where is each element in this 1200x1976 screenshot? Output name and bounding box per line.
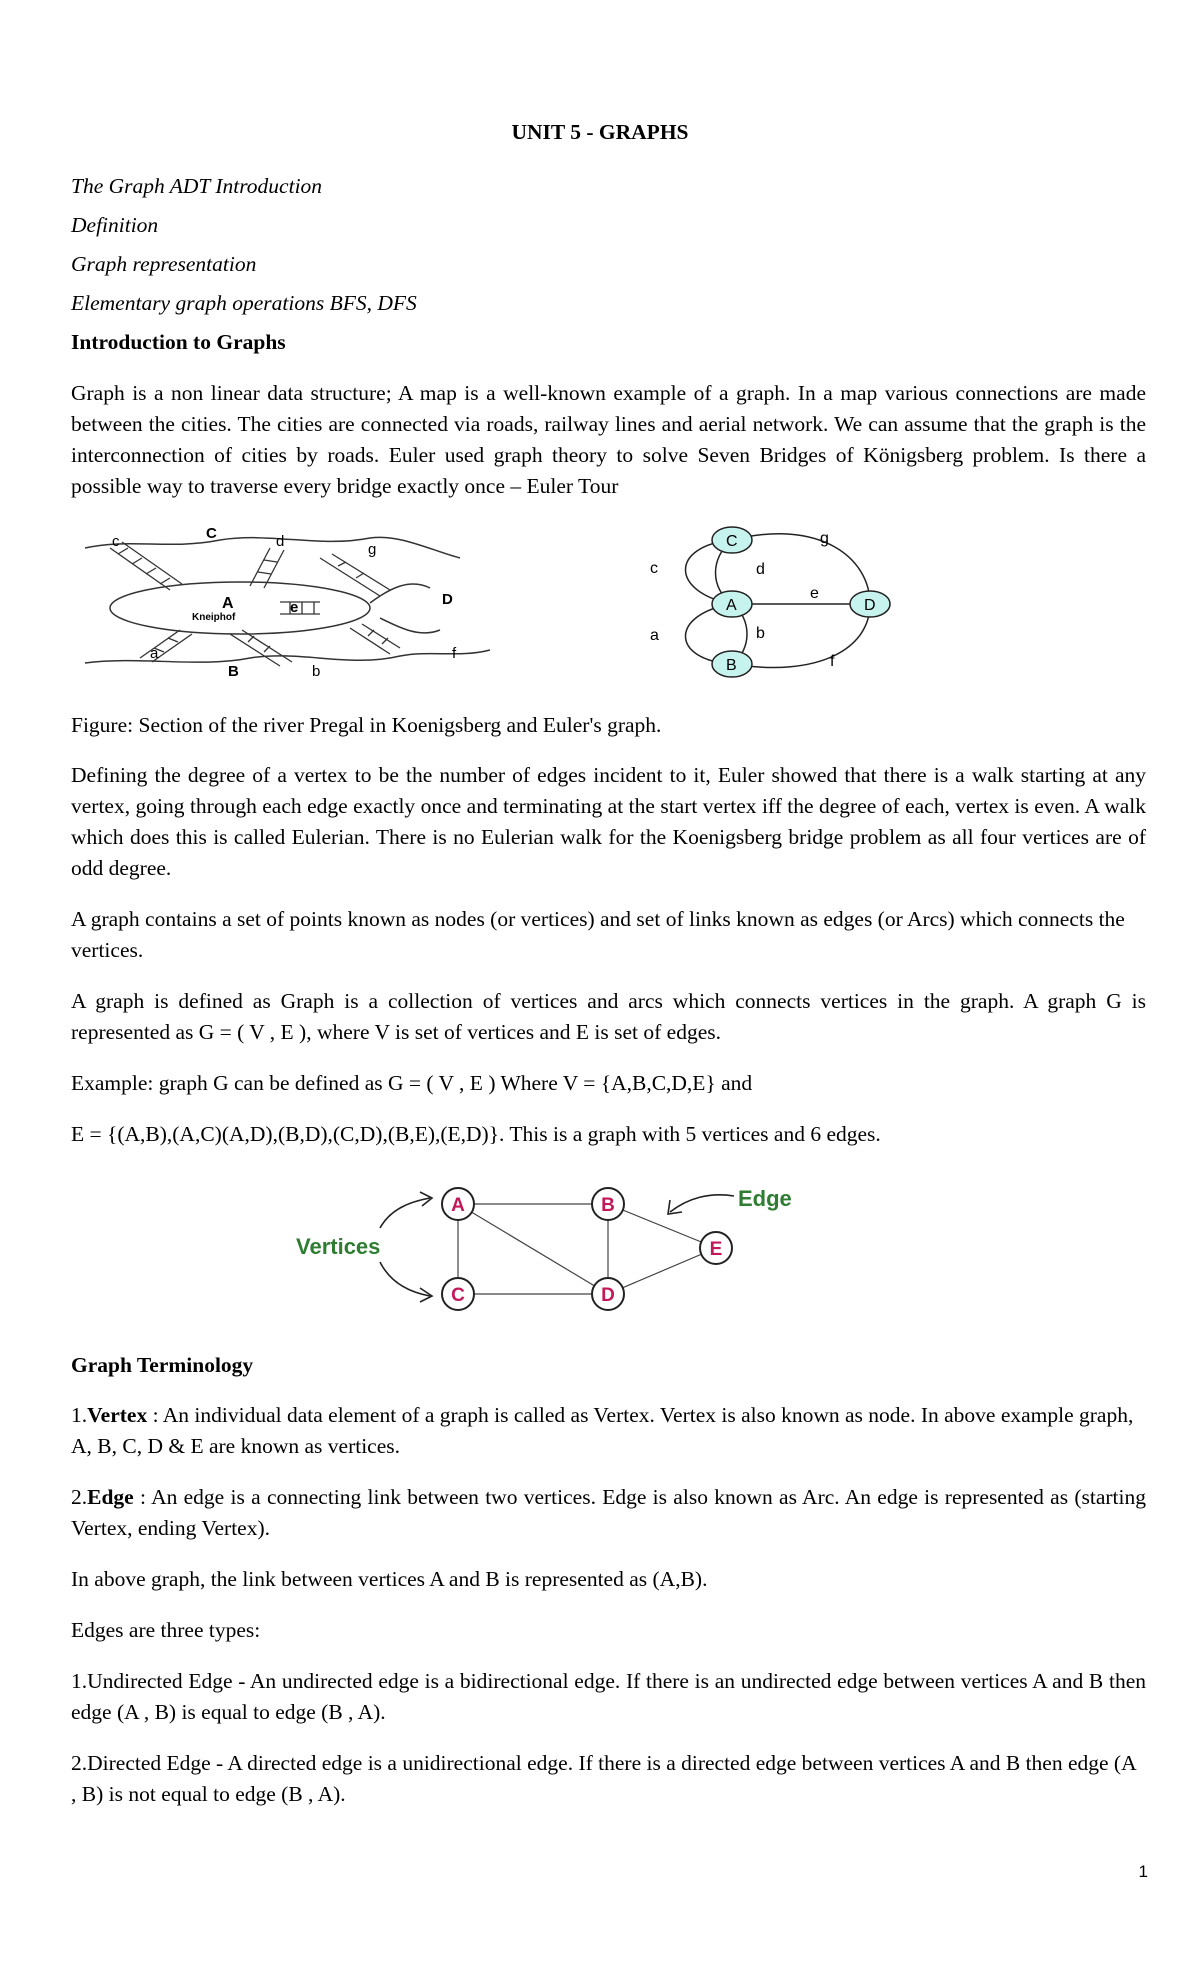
term-number: 2. — [71, 1485, 88, 1509]
page-title: UNIT 5 - GRAPHS — [511, 120, 689, 144]
bridge-label: g — [368, 541, 377, 558]
intro-heading: Introduction to Graphs — [71, 330, 286, 354]
toc-item: The Graph ADT Introduction — [71, 174, 323, 198]
land-label: A — [222, 595, 234, 612]
term-number: 1. — [71, 1403, 88, 1427]
toc-item: Elementary graph operations BFS, DFS — [71, 291, 417, 315]
terminology-heading: Graph Terminology — [71, 1353, 254, 1377]
vertex-label: B — [601, 1195, 615, 1216]
vertex-label: C — [451, 1285, 465, 1306]
term-text: : An individual data element of a graph is called as Vertex. Vertex is also known as node. In above example graph, A, B, C, D & E are known as vertices. — [71, 1403, 1134, 1458]
bridge-label: d — [276, 533, 285, 550]
undirected-edge-paragraph: 1.Undirected Edge - An undirected edge is a bidirectional edge. If there is an undirected edge between vertices A and B then edge (A , B) is equal to edge (B , A). — [71, 1669, 1146, 1724]
arrow-icon — [380, 1262, 430, 1296]
vertex-label: E — [709, 1239, 723, 1260]
island-label: Kneiphof — [192, 612, 236, 623]
edge-label: f — [830, 653, 835, 670]
edge-label: c — [650, 560, 658, 577]
edge-label: g — [820, 530, 829, 547]
arrow-icon — [670, 1195, 734, 1212]
degree-paragraph: Defining the degree of a vertex to be the number of edges incident to it, Euler showed that there is a walk starting at any vertex, going through each edge exactly once and terminating at the start vertex iff the degree of each, vertex is even. A walk which does this is called Eulerian. There is no Eulerian walk for the Koenigsberg bridge problem as all four vertices are of odd degree. — [71, 763, 1146, 880]
example-line: E = {(A,B),(A,C)(A,D),(B,D),(C,D),(B,E),(E,D)}. This is a graph with 5 vertices and 6 edges. — [71, 1122, 881, 1146]
arrow-icon — [380, 1198, 430, 1228]
vertex-label: D — [601, 1285, 615, 1306]
land-label: C — [206, 525, 217, 542]
term-text: : An edge is a connecting link between two vertices. Edge is also known as Arc. An edge is represented as (starting Vertex, ending Vertex). — [71, 1485, 1146, 1540]
land-label: B — [228, 663, 239, 680]
term-name: Edge — [87, 1485, 134, 1509]
toc-item: Graph representation — [71, 252, 257, 276]
directed-edge-paragraph: 2.Directed Edge - A directed edge is a unidirectional edge. If there is a directed edge between vertices A and B then edge (A , B) is not equal to edge (B , A). — [71, 1751, 1136, 1806]
edge-label: e — [810, 585, 819, 602]
edge-label: a — [650, 627, 659, 644]
bridge-label: c — [112, 533, 120, 550]
bridge-label: f — [452, 645, 457, 662]
edge-label: b — [756, 625, 765, 642]
vertex-label: B — [726, 657, 737, 674]
toc-item: Definition — [71, 213, 159, 237]
nodes-paragraph: A graph contains a set of points known as nodes (or vertices) and set of links known as edges (or Arcs) which connects the vertices. — [71, 907, 1125, 962]
bridge-label: b — [312, 663, 321, 680]
vertex-label: C — [726, 533, 738, 550]
vertex-label: A — [726, 597, 737, 614]
vertices-callout: Vertices — [296, 1234, 381, 1259]
bridge-label: e — [290, 599, 299, 616]
example-graph-figure — [290, 1180, 810, 1330]
land-label: D — [442, 591, 453, 608]
definition-paragraph: A graph is defined as Graph is a collection of vertices and arcs which connects vertices in the graph. A graph G is represented as G = ( V , E ), where V is set of vertices and E is set of edges. — [71, 989, 1146, 1044]
edge-definition — [71, 1482, 1146, 1544]
intro-paragraph: Graph is a non linear data structure; A map is a well-known example of a graph. In a map various connections are made between the cities. The cities are connected via roads, railway lines and aerial network. We can assume that the graph is the interconnection of cities by roads. Euler used graph theory to solve Seven Bridges of Königsberg problem. Is there a possible way to traverse every bridge exactly once – Euler Tour — [71, 381, 1146, 498]
link-paragraph: In above graph, the link between vertices A and B is represented as (A,B). — [71, 1567, 708, 1591]
edge-callout: Edge — [738, 1186, 792, 1211]
vertex-definition — [71, 1400, 1146, 1462]
euler-graph-figure — [640, 518, 910, 678]
term-name: Vertex — [87, 1403, 148, 1427]
page-number: 1 — [1138, 1862, 1148, 1881]
bridge-label: a — [150, 645, 159, 662]
koenigsberg-figure — [80, 518, 500, 688]
vertex-label: D — [864, 597, 876, 614]
example-line: Example: graph G can be defined as G = ( V , E ) Where V = {A,B,C,D,E} and — [71, 1071, 753, 1095]
vertex-label: A — [451, 1195, 465, 1216]
edge-types-intro: Edges are three types: — [71, 1618, 261, 1642]
edge-label: d — [756, 561, 765, 578]
figure-caption: Figure: Section of the river Pregal in Koenigsberg and Euler's graph. — [71, 713, 662, 737]
